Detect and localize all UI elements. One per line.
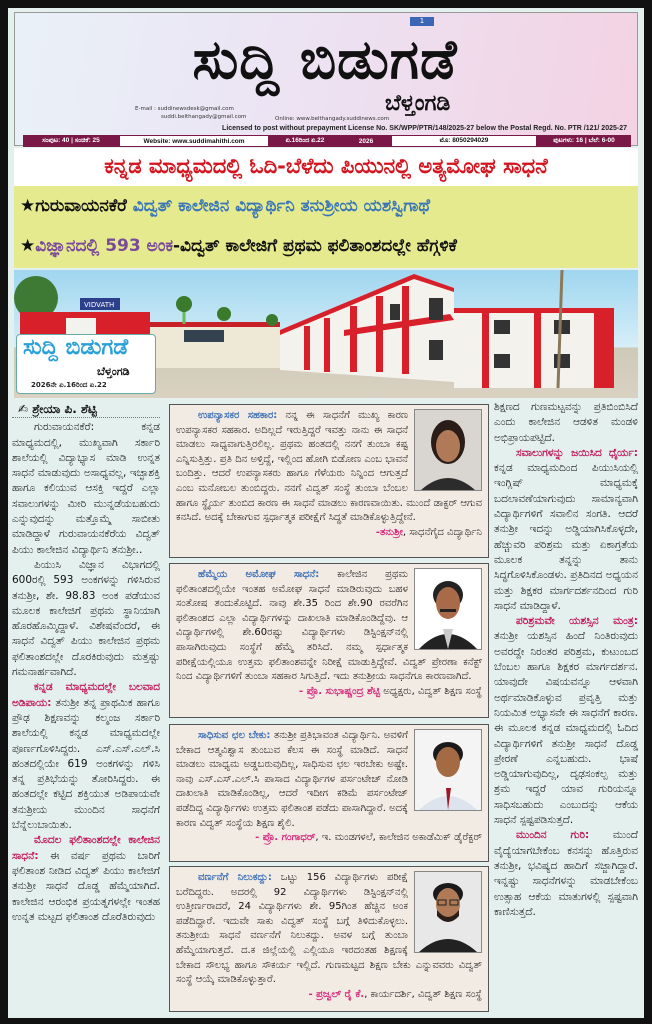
license-line: Licensed to post without prepayment License No. SK/WPP/PTR/148/2025-27 below the Postal Regd. No. PTR /121/ 2025-27: [222, 125, 627, 132]
date-range: ಏ.16ರಿಂದ ಏ.22: [269, 135, 341, 147]
paragraph: [12, 680, 160, 833]
subheadline-part: ವಿಜ್ಞಾನದಲ್ಲಿ 593 ಅಂಕ: [35, 236, 173, 256]
logo-location: ಬೆಳ್ತಂಗಡಿ: [97, 365, 130, 378]
logo-overlay: [16, 334, 156, 394]
masthead-location: ಬೆಳ್ತಂಗಡಿ: [385, 91, 451, 116]
signature: [176, 831, 482, 846]
subheadline-2: [20, 226, 632, 266]
box-text: ತನುಶ್ರೀ ಪ್ರತಿಭಾವಂತ ವಿದ್ಯಾರ್ಥಿನಿ. ಅವಳಿಗೆ ಬೇಕಾದ ಆತ್ಮವಿಶ್ವಾಸ ತುಂಬುವ ಕೆಲಸ ಈ ಸಂಸ್ಥೆ ಮಾಡಿದೆ. ಸಾಧನೆ ಮಾಡಲು ಮಾಧ್ಯಮ ಅಡ್ಡಬರುವುದಿಲ್ಲ, ಸಾಧಿಸುವ ಛಲ ಇರಬೇಕು ಅಷ್ಟೇ. ನಾವು ಎಸ್.ಎಸ್.ಎಲ್.ಸಿ ಪಾಸಾದ ವಿದ್ಯಾರ್ಥಿಗಳ ಪರ್ಸಂಟೇಜ್ ನೋಡಿ ದಾಖಲಾತಿ ಮಾಡಿಕೊಂಡಿಲ್ಲ, ಆದರೆ ಇದೀಗ ಕಡಿಮೆ ಪರ್ಸಂಟೇಜ್ ಪಡೆದಿದ್ದ ವಿದ್ಯಾರ್ಥಿಗಳು ಉತ್ತಮ ಫಲಿತಾಂಶ ಪಡೆದು ಪಾಸಾಗಿದ್ದಾರೆ. ಅದಕ್ಕೆ ಕಾರಣ ವಿದ್ವತ್ ಸಂಸ್ಥೆಯ ಶಿಕ್ಷಣ ಶೈಲಿ.: [176, 730, 408, 829]
paragraph: [494, 614, 638, 828]
box-heading: ಉಪನ್ಯಾಸಕರ ಸಹಕಾರ:: [198, 410, 278, 421]
email-2[interactable]: suddi.belthangady@gmail.com: [161, 114, 247, 120]
badge: 1: [410, 17, 434, 26]
paragraph-text: ಕನ್ನಡ ಮಾಧ್ಯಮದಿಂದ ಪಿಯುಸಿಯಲ್ಲಿ ಇಂಗ್ಲಿಷ್ ಮಾಧ್ಯಮಕ್ಕೆ ಬದಲಾವಣೆಯಾಗುವುದು ಸಾಮಾನ್ಯವಾಗಿ ವಿದ್ಯಾರ್ಥಿಗಳಿಗೆ ಸವಾಲಿನ ಸಂಗತಿ. ಆದರೆ ತನುಶ್ರೀ ಇದನ್ನು ಅಡ್ಡಿಯಾಗಿಸಿಕೊಳ್ಳದೇ, ಹೆಚ್ಚುವರಿ ಪರಿಶ್ರಮ ಮತ್ತು ಏಕಾಗ್ರತೆಯ ಮೂಲಕ ತನ್ನನ್ನು ತಾನು ಸಿದ್ಧಗೊಳಿಸಿಕೊಂಡಳು. ಪ್ರತಿದಿನದ ಅಧ್ಯಯನ ಮತ್ತು ಶಿಕ್ಷಕರ ಮಾರ್ಗದರ್ಶನದಿಂದ ಗುರಿ ಸಾಧನೆ ಮಾಡಿದ್ದಾಳೆ.: [494, 462, 638, 612]
newspaper-page: [8, 8, 644, 1018]
volume-issue: ಸಂಪುಟ: 40 | ಸಂಚಿಕೆ: 25: [23, 135, 119, 147]
website-link[interactable]: Website: www.suddimahithi.com: [119, 135, 269, 147]
section-heading: ಸವಾಲುಗಳನ್ನು ಜಯಿಸಿದ ಧೈರ್ಯ:: [516, 446, 638, 459]
student-portrait: [414, 409, 482, 491]
paragraph: [12, 833, 160, 925]
logo-date: 2026ನೇ ಏ.16ರಿಂದ ಏ.22: [31, 381, 107, 389]
quote-box-director: [169, 724, 489, 862]
signature: [176, 526, 482, 541]
secretary-portrait: [414, 871, 482, 953]
signature-role: , ಇ. ಮಂಡಗಳಲೆ, ಕಾಲೇಜಿನ ಅಕಾಡೆಮಿಕ್ ಡೈರೆಕ್ಟರ್: [315, 832, 482, 844]
section-heading: ಕನ್ನಡ ಮಾಧ್ಯಮದಲ್ಲೇ ಬಲವಾದ ಅಡಿಪಾಯ:: [12, 681, 160, 709]
logo-title: ಸುದ್ದಿ ಬಿಡುಗಡೆ: [23, 335, 129, 360]
email-1[interactable]: suddinewsdesk@gmail.com: [157, 106, 234, 112]
paragraph: ಶಿಕ್ಷಣದ ಗುಣಮಟ್ಟವನ್ನು ಪ್ರತಿಬಿಂಬಿಸಿದೆ ಎಂದು ಕಾಲೇಜಿನ ಆಡಳಿತ ಮಂಡಳಿ ಅಭಿಪ್ರಾಯಪಟ್ಟಿದೆ.: [494, 401, 638, 444]
phone: ಮೊ: 8050294029: [391, 135, 537, 147]
section-heading: ಪರಿಶ್ರಮವೇ ಯಶಸ್ಸಿನ ಮಂತ್ರ:: [516, 615, 638, 628]
signature-name: - ಪ್ರೊ. ಗಂಗಾಧರ್: [255, 832, 316, 844]
box-text: ಒಟ್ಟು 156 ವಿದ್ಯಾರ್ಥಿಗಳು ಪರೀಕ್ಷೆ ಬರೆದಿದ್ದರು. ಅದರಲ್ಲಿ 92 ವಿದ್ಯಾರ್ಥಿಗಳು ಡಿಸ್ಟಿಂಕ್ಷನ್‌ನಲ್ಲಿ ಉತ್ತೀರ್ಣರಾದರೆ, 24 ವಿದ್ಯಾರ್ಥಿಗಳು ಶೇ. 95ಗಿಂತ ಹೆಚ್ಚಿನ ಅಂಕ ಪಡೆದಿದ್ದಾರೆ. ಇದುವೇ ಸಾಕು ವಿದ್ವತ್ ಸಂಸ್ಥೆ ಬಗ್ಗೆ ತಿಳಿದುಕೊಳ್ಳಲು. ತನುಶ್ರೀಯ ಸಾಧನೆ ವರ್ಣನೆಗೆ ನಿಲುಕದ್ದು. ಅವಳ ಬಗ್ಗೆ ತುಂಬಾ ಹೆಮ್ಮೆಯಾಗುತ್ತದೆ. ದ.ಕ ಜಿಲ್ಲೆಯಲ್ಲಿ ಎಲ್ಲಿಯೂ ಇರದಂತಹ ಶಿಕ್ಷಣಕ್ಕೆ ಬೇಕಾದ ಸೌಲಭ್ಯ ಹಾಗೂ ಸೌಕರ್ಯ ಇಲ್ಲಿದೆ. ಗುಣಮಟ್ಟದ ಶಿಕ್ಷಣ ಬೇಕು ಎನ್ನುವವರು ವಿದ್ವತ್ ಸಂಸ್ಥೆ ಆಯ್ಕೆ ಮಾಡಿಕೊಳ್ಳುತ್ತಾರೆ.: [176, 872, 482, 986]
info-strip: [23, 135, 631, 147]
subheadline-1: [20, 186, 632, 226]
signature-name: - ಪ್ರಜ್ವಲ್ ರೈ ಕೆ.: [308, 988, 365, 1000]
paragraph-text: ಮುಂದೆ ವೈದ್ಯೆಯಾಗಬೇಕೆಂಬ ಕನಸನ್ನು ಹೊತ್ತಿರುವ ತನುಶ್ರೀ, ಭವಿಷ್ಯದ ಹಾದಿಗೆ ಸಜ್ಜಾಗಿದ್ದಾರೆ. ಇನ್ನಷ್ಟು ಸಾಧನೆಗಳನ್ನು ಮಾಡಬೇಕೆಂಬ ಉತ್ಸಾಹ ಆಕೆಯ ಮಾತುಗಳಲ್ಲಿ ಸ್ಪಷ್ಟವಾಗಿ ಕಾಣಿಸುತ್ತದೆ.: [494, 829, 638, 918]
paragraph: ಪಿಯುಸಿ ವಿಜ್ಞಾನ ವಿಭಾಗದಲ್ಲಿ 600ರಲ್ಲಿ 593 ಅಂಕಗಳನ್ನು ಗಳಿಸಿರುವ ತನುಶ್ರೀ, ಶೇ. 98.83 ಅಂಕ ಪಡೆಯುವ ಮೂಲಕ ಕಾಲೇಜಿಗೆ ಪ್ರಥಮ ಸ್ಥಾನಿಯಾಗಿ ಹೊರಹೊಮ್ಮಿದ್ದಾಳೆ. ವಿಶೇಷವೆಂದರೆ, ಈ ಸಾಧನೆ ವಿದ್ವತ್ ಪಿಯು ಕಾಲೇಜಿನ ಪ್ರಥಮ ಫಲಿತಾಂಶದಲ್ಲೇ ದೊರಕಿರುವುದು ಮತ್ತಷ್ಟು ಗಮನಾರ್ಹವಾಗಿದೆ.: [12, 558, 160, 679]
signature-role: , ಸಾಧನೆಗೈದ ವಿದ್ಯಾರ್ಥಿನಿ: [402, 526, 482, 538]
subheadlines: [14, 186, 638, 268]
signature: [176, 988, 482, 1003]
paragraph: [494, 446, 638, 614]
president-portrait: [414, 568, 482, 650]
pages-price: ಪುಟಗಳು: 16 | ಬೆಲೆ: 6-00: [537, 135, 631, 147]
byline-name: ಶ್ರೇಯಾ ಪಿ. ಶೆಟ್ಟಿ: [32, 402, 97, 416]
section-heading: ಮೊದಲ ಫಲಿತಾಂಶದಲ್ಲೇ ಕಾಲೇಜಿನ ಸಾಧನೆ:: [12, 834, 160, 862]
star-icon: ★: [20, 236, 36, 256]
signature-role: ಅಧ್ಯಕ್ಷರು, ವಿದ್ವತ್ ಶಿಕ್ಷಣ ಸಂಸ್ಥೆ: [380, 685, 482, 697]
college-building-photo: [14, 270, 638, 398]
section-heading: ಮುಂದಿನ ಗುರಿ:: [516, 829, 590, 842]
quote-box-president: [169, 563, 489, 718]
signature-role: , ಕಾರ್ಯದರ್ಶಿ, ವಿದ್ವತ್ ಶಿಕ್ಷಣ ಸಂಸ್ಥೆ: [364, 988, 482, 1000]
paragraph-text: ತನುಶ್ರೀ ತನ್ನ ಪ್ರಾಥಮಿಕ ಹಾಗೂ ಪ್ರೌಢ ಶಿಕ್ಷಣವನ್ನು ಕಲ್ಮಂಜ ಸರ್ಕಾರಿ ಶಾಲೆಯಲ್ಲಿ ಕನ್ನಡ ಮಾಧ್ಯಮದಲ್ಲೇ ಪೂರ್ಣಗೊಳಿಸಿದ್ದರು. ಎಸ್.ಎಸ್.ಎಲ್.ಸಿ ಹಂತದಲ್ಲಿಯೇ 619 ಅಂಕಗಳನ್ನು ಗಳಿಸಿ ತನ್ನ ಪ್ರತಿಭೆಯನ್ನು ತೋರಿಸಿದ್ದರು. ಈ ಹಂತದಲ್ಲೇ ಕಟ್ಟಿದ ಶಕ್ತಿಯುತ ಅಡಿಪಾಯವೇ ತನುಶ್ರೀಯ ಮುಂದಿನ ಸಾಧನೆಗೆ ಬೆನ್ನೆಲುಬಾಯಿತು.: [12, 696, 160, 832]
subheadline-part: -ವಿದ್ವತ್ ಕಾಲೇಜಿಗೆ ಪ್ರಥಮ ಫಲಿತಾಂಶದಲ್ಲೇ ಹೆಗ್ಗಳಿಕೆ: [173, 236, 457, 256]
subheadline-part: ವಿದ್ವತ್ ಕಾಲೇಜಿನ ವಿದ್ಯಾರ್ಥಿನಿ ತನುಶ್ರೀಯ ಯಶಸ್ವಿಗಾಥೆ: [132, 196, 431, 216]
paragraph-text: ಈ ವರ್ಷ ಪ್ರಥಮ ಬಾರಿಗೆ ಫಲಿತಾಂಶ ನೀಡಿದ ವಿದ್ವತ್ ಪಿಯು ಕಾಲೇಜಿಗೆ ತನುಶ್ರೀ ಸಾಧನೆ ದೊಡ್ಡ ಹೆಮ್ಮೆಯಾಗಿದೆ. ಕಾಲೇಜಿನ ಆರಂಭಿಕ ಪ್ರಯತ್ನಗಳಲ್ಲೇ ಇಂತಹ ಉನ್ನತ ಮಟ್ಟದ ಫಲಿತಾಂಶ ದೊರೆತಿರುವುದು: [12, 849, 160, 923]
paragraph: ಗುರುವಾಯನಕೆರೆ: ಕನ್ನಡ ಮಾಧ್ಯಮದಲ್ಲಿ, ಮುಖ್ಯವಾಗಿ ಸರ್ಕಾರಿ ಶಾಲೆಯಲ್ಲಿ ವಿದ್ಯಾಭ್ಯಾಸ ಮಾಡಿ ಉನ್ನತ ಸಾಧನೆ ಮಾಡುವುದು ಅಸಾಧ್ಯವಲ್ಲ, ಇಚ್ಛಾಶಕ್ತಿ ಹಾಗೂ ಕಲಿಯುವ ಆಸಕ್ತಿ ಇದ್ದರೆ ಎಲ್ಲಾ ಸವಾಲುಗಳನ್ನು ಮೀರಿ ಮುನ್ನಡೆಯಬಹುದು ಎನ್ನುವುದನ್ನು ಮತ್ತೊಮ್ಮೆ ಸಾಬೀತು ಮಾಡಿದ್ದಾಳೆ ಗುರುವಾಯನಕೆರೆಯ ವಿದ್ವತ್ ಪಿಯು ಕಾಲೇಜಿನ ವಿದ್ಯಾರ್ಥಿನಿ ತನುಶ್ರೀ..: [12, 421, 160, 556]
masthead-title: ಸುದ್ದಿ ಬಿಡುಗಡೆ: [192, 27, 458, 91]
pen-icon: ✍: [18, 402, 33, 416]
emails: E-mail : suddinewsdesk@gmail.com suddi.belthangady@gmail.com: [135, 106, 247, 120]
box-heading: ವರ್ಣನೆಗೆ ನಿಲುಕದ್ದು:: [198, 872, 272, 883]
box-text: ಕಾಲೇಜಿನ ಪ್ರಥಮ ಫಲಿತಾಂಶದಲ್ಲಿಯೇ ಇಂತಹ ಅಮೋಘ ಸಾಧನೆ ಮಾಡಿರುವುದು ಬಹಳ ಸಂತೋಷ ತಂದುಕೊಟ್ಟಿದೆ. ನಾವು ಶೇ.35 ರಿಂದ ಶೇ.90 ರವರೆಗಿನ ಫಲಿತಾಂಶದ ಎಲ್ಲಾ ವಿದ್ಯಾರ್ಥಿಗಳನ್ನು ದಾಖಲಾತಿ ಮಾಡಿಕೊಂಡಿದ್ದೆವು. ಆ ವಿದ್ಯಾರ್ಥಿಗಳಲ್ಲಿ ಶೇ.60ರಷ್ಟು ವಿದ್ಯಾರ್ಥಿಗಳು ಡಿಸ್ಟಿಂಕ್ಷನ್‌ನಲ್ಲಿ ಪಾಸಾಗಿರುವುದು ಸಂಸ್ಥೆಗೆ ಹೆಮ್ಮೆ ತರಿಸಿದೆ. ನಮ್ಮ ಸ್ಪರ್ಧಾತ್ಮಕ ಪರೀಕ್ಷೆಯಲ್ಲಿಯೂ ಉತ್ತಮ ಫಲಿತಾಂಶವನ್ನೇ ನಿರೀಕ್ಷೆ ಮಾಡುತ್ತಿದ್ದೇವೆ. ವಿದ್ವತ್ ಪ್ರೇರಣಾ ಕನೆಕ್ಟ್ ನಿಂದ ವಿದ್ಯಾರ್ಥಿಗಳಿಗೆ ತುಂಬಾ ಸಹಕಾರ ಸಿಗುತ್ತಿದೆ. ಇದು ತನುಶ್ರೀಯ ಸಾಧನೆಗೂ ಕಾರಣವಾಗಿದೆ.: [176, 569, 482, 683]
subheadline-part: ಗುರುವಾಯನಕೆರೆ: [35, 196, 133, 216]
vidvath-sign: VIDVATH: [84, 301, 115, 309]
main-headline: ಕನ್ನಡ ಮಾಧ್ಯಮದಲ್ಲಿ ಓದಿ-ಬೆಳೆದು ಪಿಯುನಲ್ಲಿ ಅತ್ಯಮೋಘ ಸಾಧನೆ: [14, 148, 638, 186]
signature-name: - ಪ್ರೊ. ಸುಭಾಷ್ಚಂದ್ರ ಶೆಟ್ಟಿ: [298, 685, 381, 697]
masthead: [14, 12, 638, 146]
paragraph-text: ತನುಶ್ರೀ ಯಶಸ್ಸಿನ ಹಿಂದೆ ನಿಂತಿರುವುದು ಅವರದ್ದೇ ನಿರಂತರ ಪರಿಶ್ರಮ, ಕುಟುಂಬದ ಬೆಂಬಲ ಹಾಗೂ ಶಿಕ್ಷಕರ ಮಾರ್ಗದರ್ಶನ. ಯಾವುದೇ ವಿಷಯವನ್ನೂ ಆಳವಾಗಿ ಅರ್ಥಮಾಡಿಕೊಳ್ಳುವ ಪ್ರವೃತ್ತಿ ಮತ್ತು ನಿಯಮಿತ ಅಭ್ಯಾಸವೇ ಈ ಸಾಧನೆಗೆ ಕಾರಣ. ಈ ಮೂಲಕ ಕನ್ನಡ ಮಾಧ್ಯಮದಲ್ಲಿ ಓದಿದ ವಿದ್ಯಾರ್ಥಿಗಳಿಗೆ ತನುಶ್ರೀ ಸಾಧನೆ ದೊಡ್ಡ ಪ್ರೇರಣೆ ಎನ್ನಬಹುದು. ಭಾಷೆ ಅಡ್ಡಿಯಾಗುವುದಿಲ್ಲ, ದೃಢಸಂಕಲ್ಪ ಮತ್ತು ಶ್ರಮ ಇದ್ದರೆ ಯಾವ ಗುರಿಯನ್ನೂ ಸಾಧಿಸಬಹುದು ಎಂಬುದನ್ನು ಆಕೆಯ ಸಾಧನೆ ಸ್ಪಷ್ಟಪಡಿಸುತ್ತದೆ.: [494, 630, 638, 827]
quote-box-student: [169, 404, 489, 558]
box-text: ನನ್ನ ಈ ಸಾಧನೆಗೆ ಮುಖ್ಯ ಕಾರಣ ಉಪನ್ಯಾಸಕರ ಸಹಕಾರ. ಅದಿಲ್ಲದೆ ಇರುತ್ತಿದ್ದರೆ ಇವತ್ತು ನಾನು ಈ ಸಾಧನೆ ಮಾಡಲು ಸಾಧ್ಯವಾಗುತ್ತಿರಲಿಲ್ಲ. ಪ್ರಥಮ ಹಂತದಲ್ಲಿ ನನಗೆ ತುಂಬಾ ಕಷ್ಟ ಎನ್ನಿಸುತ್ತಿತ್ತು. ಪ್ರತಿ ದಿನ ಅಳ್ತಿದ್ದೆ, ಇಲ್ಲಿಂದ ಹೋಗಿ ಬಿಡೋಣ ಎಂಬ ಭಾವನೆ ಬಂದಿತ್ತು. ಆದರೆ ಉಪನ್ಯಾಸಕರು ಹಾಗೂ ಗೆಳೆಯರು ನಿನ್ನಿಂದ ಆಗುತ್ತದೆ ಎಂಬ ಮನೋಬಲ ತುಂಬಿದ್ದರು. ನನಗೆ ವಿದ್ವತ್ ಸಂಸ್ಥೆ ತುಂಬಾ ಬೆಂಬಲ ಹಾಗೂ ಸ್ಥೈರ್ಯ ತುಂಬಿದ ಕಾರಣ ಈ ಸಾಧನೆ ಮಾಡಲು ಕಾರಣವಾಯಿತು. ಮುಂದೆ ಡಾಕ್ಟರ್ ಆಗುವ ಕನಸಿದೆ. ಅದಕ್ಕೆ ಬೇಕಾಗುವ ಸ್ಪರ್ಧಾತ್ಮಕ ಪರೀಕ್ಷೆಗೆ ಸಿದ್ಧತೆ ಮಾಡಿಕೊಳ್ಳುತ್ತಿದ್ದೇನೆ.: [176, 410, 482, 524]
year: 2026: [341, 135, 391, 147]
online-link[interactable]: Online: www.belthangady.suddinews.com: [275, 116, 390, 122]
box-heading: ಹೆಮ್ಮೆಯ ಅಮೋಘ ಸಾಧನೆ:: [198, 569, 320, 580]
byline: [12, 402, 160, 418]
director-portrait: [414, 729, 482, 811]
left-column: [12, 402, 160, 925]
email-label: E-mail: [135, 106, 153, 112]
star-icon: ★: [20, 196, 36, 216]
box-heading: ಸಾಧಿಸುವ ಛಲ ಬೇಕು:: [198, 730, 271, 741]
right-column: [494, 400, 638, 920]
quote-box-secretary: [169, 866, 489, 1012]
paragraph: [494, 828, 638, 920]
signature: [176, 685, 482, 700]
signature-name: -ತನುಶ್ರೀ: [375, 526, 403, 538]
